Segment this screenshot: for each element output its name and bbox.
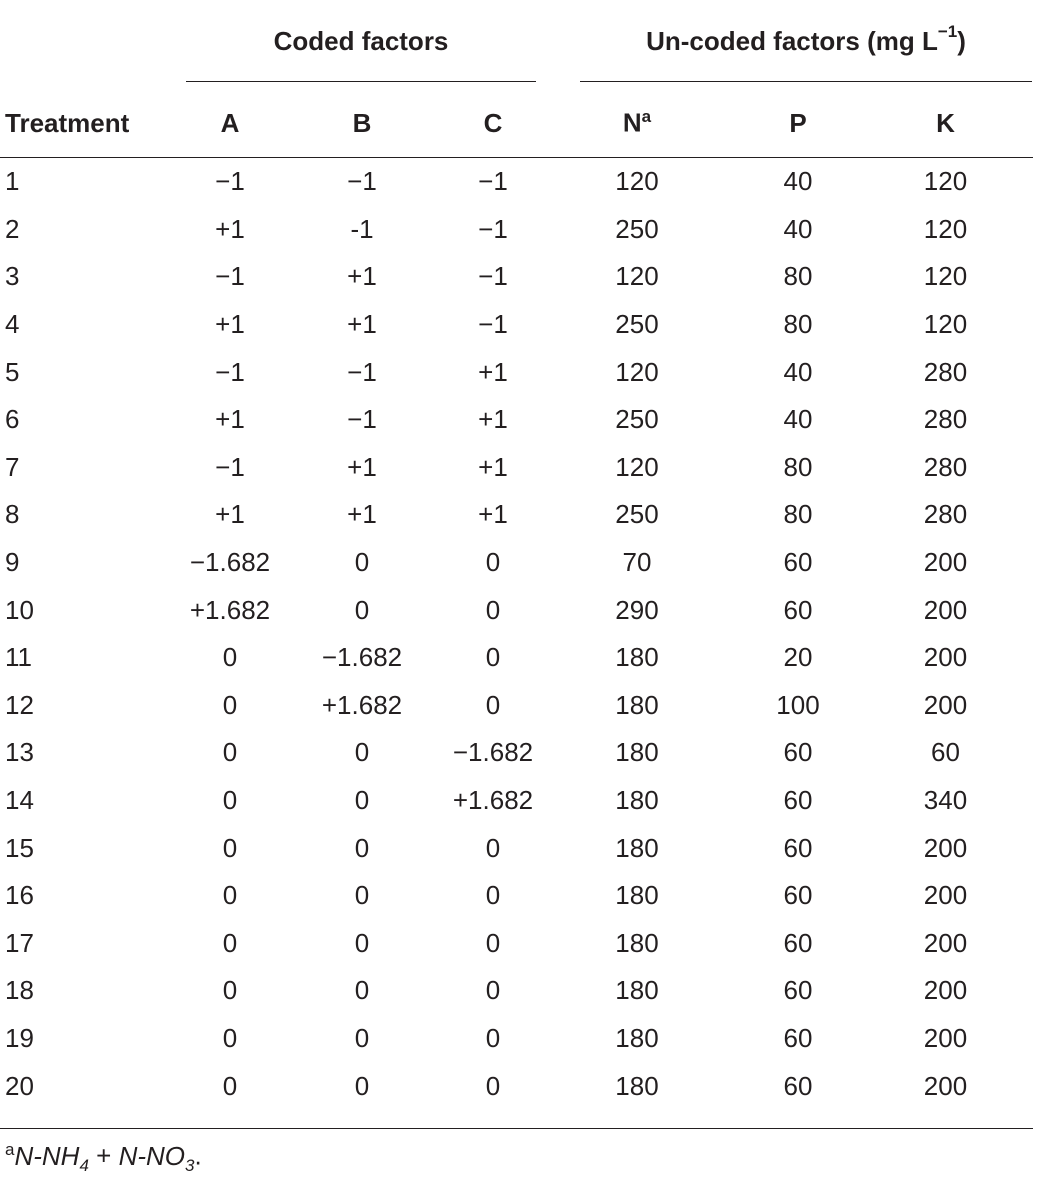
cell-treatment: 5 bbox=[5, 356, 20, 387]
cell-p: 60 bbox=[783, 547, 813, 578]
cell-b: 0 bbox=[354, 975, 370, 1006]
uncoded-heading-exponent: −1 bbox=[937, 22, 958, 42]
cell-c: +1 bbox=[478, 404, 508, 435]
cell-a: 0 bbox=[222, 975, 238, 1006]
cell-c: −1 bbox=[478, 261, 508, 292]
cell-b: −1 bbox=[347, 404, 377, 435]
uncoded-heading-close: ) bbox=[957, 26, 966, 56]
cell-n: 180 bbox=[615, 689, 659, 720]
cell-c: 0 bbox=[485, 1070, 501, 1101]
uncoded-heading-text: Un-coded factors (mg L bbox=[646, 26, 938, 56]
table-row bbox=[0, 206, 1033, 254]
cell-b: 0 bbox=[354, 737, 370, 768]
cell-p: 60 bbox=[783, 1022, 813, 1053]
cell-c: 0 bbox=[485, 832, 501, 863]
cell-a: +1 bbox=[215, 404, 245, 435]
col-header-treatment: Treatment bbox=[5, 107, 130, 138]
cell-k: 280 bbox=[923, 451, 968, 482]
cell-treatment: 17 bbox=[5, 927, 34, 958]
cell-treatment: 15 bbox=[5, 832, 34, 863]
cell-treatment: 10 bbox=[5, 594, 34, 625]
bottom-rule bbox=[0, 1128, 1033, 1129]
cell-p: 80 bbox=[783, 261, 813, 292]
cell-a: 0 bbox=[222, 737, 238, 768]
cell-k: 200 bbox=[923, 689, 968, 720]
cell-a: −1 bbox=[215, 261, 245, 292]
treatment-table bbox=[0, 100, 1033, 1110]
cell-a: 0 bbox=[222, 785, 238, 816]
footnote-term-2: $N-NO_3$ bbox=[118, 1140, 195, 1175]
cell-n: 250 bbox=[615, 499, 659, 530]
cell-c: 0 bbox=[485, 594, 501, 625]
table-body bbox=[0, 146, 1033, 1110]
cell-c: −1 bbox=[478, 309, 508, 340]
table-row bbox=[0, 396, 1033, 444]
cell-p: 40 bbox=[783, 356, 813, 387]
cell-a: 0 bbox=[222, 832, 238, 863]
col-header-c: C bbox=[483, 107, 503, 138]
cell-b: −1.682 bbox=[321, 642, 403, 673]
uncoded-factors-heading bbox=[580, 24, 1032, 58]
cell-c: −1.682 bbox=[452, 737, 534, 768]
cell-a: −1 bbox=[215, 166, 245, 197]
cell-p: 60 bbox=[783, 1070, 813, 1101]
cell-k: 280 bbox=[923, 356, 968, 387]
column-header-row bbox=[0, 100, 1033, 146]
cell-treatment: 8 bbox=[5, 499, 20, 530]
cell-c: +1 bbox=[478, 356, 508, 387]
cell-treatment: 6 bbox=[5, 404, 20, 435]
cell-k: 200 bbox=[923, 880, 968, 911]
table-row bbox=[0, 824, 1033, 872]
cell-a: 0 bbox=[222, 689, 238, 720]
cell-treatment: 11 bbox=[5, 642, 32, 673]
cell-k: 200 bbox=[923, 1070, 968, 1101]
cell-n: 250 bbox=[615, 213, 659, 244]
footnote bbox=[5, 1140, 202, 1176]
cell-treatment: 14 bbox=[5, 785, 34, 816]
table-row bbox=[0, 1015, 1033, 1063]
cell-k: 120 bbox=[923, 309, 968, 340]
cell-b: 0 bbox=[354, 927, 370, 958]
cell-n: 120 bbox=[615, 261, 659, 292]
cell-b: +1 bbox=[347, 309, 377, 340]
cell-k: 200 bbox=[923, 594, 968, 625]
cell-p: 40 bbox=[783, 213, 813, 244]
cell-b: −1 bbox=[347, 356, 377, 387]
cell-a: +1.682 bbox=[189, 594, 271, 625]
col-header-a: A bbox=[220, 107, 240, 138]
cell-b: -1 bbox=[350, 213, 374, 244]
cell-n: 180 bbox=[615, 975, 659, 1006]
table-row bbox=[0, 539, 1033, 587]
cell-a: +1 bbox=[215, 213, 245, 244]
cell-p: 100 bbox=[776, 689, 820, 720]
cell-n: 180 bbox=[615, 785, 659, 816]
col-header-n-label: N bbox=[622, 107, 642, 138]
cell-b: 0 bbox=[354, 880, 370, 911]
table-row bbox=[0, 777, 1033, 825]
cell-n: 180 bbox=[615, 1070, 659, 1101]
cell-k: 340 bbox=[923, 785, 968, 816]
table-row bbox=[0, 1062, 1033, 1110]
cell-p: 60 bbox=[783, 785, 813, 816]
cell-b: +1 bbox=[347, 451, 377, 482]
cell-n: 180 bbox=[615, 737, 659, 768]
cell-c: 0 bbox=[485, 689, 501, 720]
cell-c: +1 bbox=[478, 499, 508, 530]
cell-n: 180 bbox=[615, 927, 659, 958]
col-header-n bbox=[536, 100, 738, 146]
cell-p: 80 bbox=[783, 499, 813, 530]
table-row bbox=[0, 729, 1033, 777]
cell-k: 120 bbox=[923, 261, 968, 292]
cell-treatment: 13 bbox=[5, 737, 34, 768]
cell-b: 0 bbox=[354, 1070, 370, 1101]
table-row bbox=[0, 146, 1033, 206]
cell-k: 280 bbox=[923, 499, 968, 530]
cell-treatment: 20 bbox=[5, 1070, 34, 1101]
cell-n: 120 bbox=[615, 166, 659, 197]
cell-p: 20 bbox=[783, 642, 813, 673]
cell-p: 80 bbox=[783, 309, 813, 340]
cell-n: 180 bbox=[615, 642, 659, 673]
cell-c: 0 bbox=[485, 547, 501, 578]
table-row bbox=[0, 682, 1033, 730]
footnote-marker: a bbox=[5, 1140, 15, 1159]
cell-k: 280 bbox=[923, 404, 968, 435]
cell-k: 200 bbox=[923, 832, 968, 863]
cell-a: 0 bbox=[222, 1070, 238, 1101]
cell-treatment: 2 bbox=[5, 213, 20, 244]
footnote-term-1: $N-NH_4$ bbox=[14, 1140, 89, 1175]
cell-treatment: 1 bbox=[5, 166, 20, 197]
footnote-end: . bbox=[194, 1140, 202, 1171]
cell-a: −1.682 bbox=[189, 547, 271, 578]
cell-b: 0 bbox=[354, 547, 370, 578]
cell-c: 0 bbox=[485, 927, 501, 958]
cell-a: 0 bbox=[222, 927, 238, 958]
cell-k: 60 bbox=[931, 737, 960, 768]
cell-k: 120 bbox=[923, 166, 968, 197]
cell-n: 70 bbox=[622, 547, 652, 578]
cell-k: 200 bbox=[923, 1022, 968, 1053]
table-row bbox=[0, 967, 1033, 1015]
cell-n: 180 bbox=[615, 1022, 659, 1053]
cell-p: 60 bbox=[783, 880, 813, 911]
table-row bbox=[0, 348, 1033, 396]
uncoded-factors-rule bbox=[580, 81, 1032, 82]
cell-n: 250 bbox=[615, 309, 659, 340]
cell-b: 0 bbox=[354, 785, 370, 816]
cell-a: 0 bbox=[222, 1022, 238, 1053]
cell-n: 120 bbox=[615, 356, 659, 387]
cell-p: 60 bbox=[783, 832, 813, 863]
cell-p: 60 bbox=[783, 927, 813, 958]
cell-a: −1 bbox=[215, 356, 245, 387]
cell-n: 250 bbox=[615, 404, 659, 435]
cell-b: +1 bbox=[347, 499, 377, 530]
cell-n: 180 bbox=[615, 832, 659, 863]
col-header-b: B bbox=[352, 107, 372, 138]
cell-b: +1 bbox=[347, 261, 377, 292]
footnote-plus: + bbox=[88, 1140, 119, 1171]
cell-treatment: 16 bbox=[5, 880, 34, 911]
table-row bbox=[0, 444, 1033, 492]
col-header-p: P bbox=[789, 107, 807, 138]
cell-c: 0 bbox=[485, 880, 501, 911]
col-header-k: K bbox=[936, 107, 955, 138]
cell-c: +1 bbox=[478, 451, 508, 482]
cell-treatment: 12 bbox=[5, 689, 34, 720]
cell-a: 0 bbox=[222, 642, 238, 673]
cell-a: +1 bbox=[215, 499, 245, 530]
cell-k: 200 bbox=[923, 975, 968, 1006]
cell-c: 0 bbox=[485, 975, 501, 1006]
coded-factors-rule bbox=[186, 81, 536, 82]
cell-treatment: 19 bbox=[5, 1022, 34, 1053]
cell-k: 200 bbox=[923, 547, 968, 578]
cell-n: 290 bbox=[615, 594, 659, 625]
coded-factors-heading: Coded factors bbox=[273, 26, 449, 56]
cell-p: 60 bbox=[783, 975, 813, 1006]
cell-a: +1 bbox=[215, 309, 245, 340]
cell-b: 0 bbox=[354, 1022, 370, 1053]
cell-c: −1 bbox=[478, 213, 508, 244]
table-row bbox=[0, 920, 1033, 968]
cell-p: 60 bbox=[783, 594, 813, 625]
col-header-n-footnote-marker: a bbox=[641, 107, 652, 127]
cell-treatment: 3 bbox=[5, 261, 20, 292]
cell-b: 0 bbox=[354, 594, 370, 625]
cell-c: −1 bbox=[478, 166, 508, 197]
cell-p: 80 bbox=[783, 451, 813, 482]
cell-treatment: 18 bbox=[5, 975, 34, 1006]
header-rule bbox=[0, 157, 1033, 158]
cell-c: 0 bbox=[485, 1022, 501, 1053]
cell-b: −1 bbox=[347, 166, 377, 197]
cell-treatment: 9 bbox=[5, 547, 20, 578]
cell-p: 40 bbox=[783, 166, 813, 197]
table-row bbox=[0, 253, 1033, 301]
cell-p: 60 bbox=[783, 737, 813, 768]
cell-treatment: 4 bbox=[5, 309, 20, 340]
cell-k: 120 bbox=[923, 213, 968, 244]
table-row bbox=[0, 491, 1033, 539]
cell-c: +1.682 bbox=[452, 785, 534, 816]
cell-p: 40 bbox=[783, 404, 813, 435]
table-row bbox=[0, 872, 1033, 920]
cell-a: 0 bbox=[222, 880, 238, 911]
cell-k: 200 bbox=[923, 927, 968, 958]
cell-k: 200 bbox=[923, 642, 968, 673]
cell-n: 180 bbox=[615, 880, 659, 911]
cell-c: 0 bbox=[485, 642, 501, 673]
table-row bbox=[0, 634, 1033, 682]
cell-a: −1 bbox=[215, 451, 245, 482]
cell-b: +1.682 bbox=[321, 689, 403, 720]
cell-n: 120 bbox=[615, 451, 659, 482]
cell-b: 0 bbox=[354, 832, 370, 863]
cell-treatment: 7 bbox=[5, 451, 20, 482]
table-row bbox=[0, 586, 1033, 634]
table-row bbox=[0, 301, 1033, 349]
